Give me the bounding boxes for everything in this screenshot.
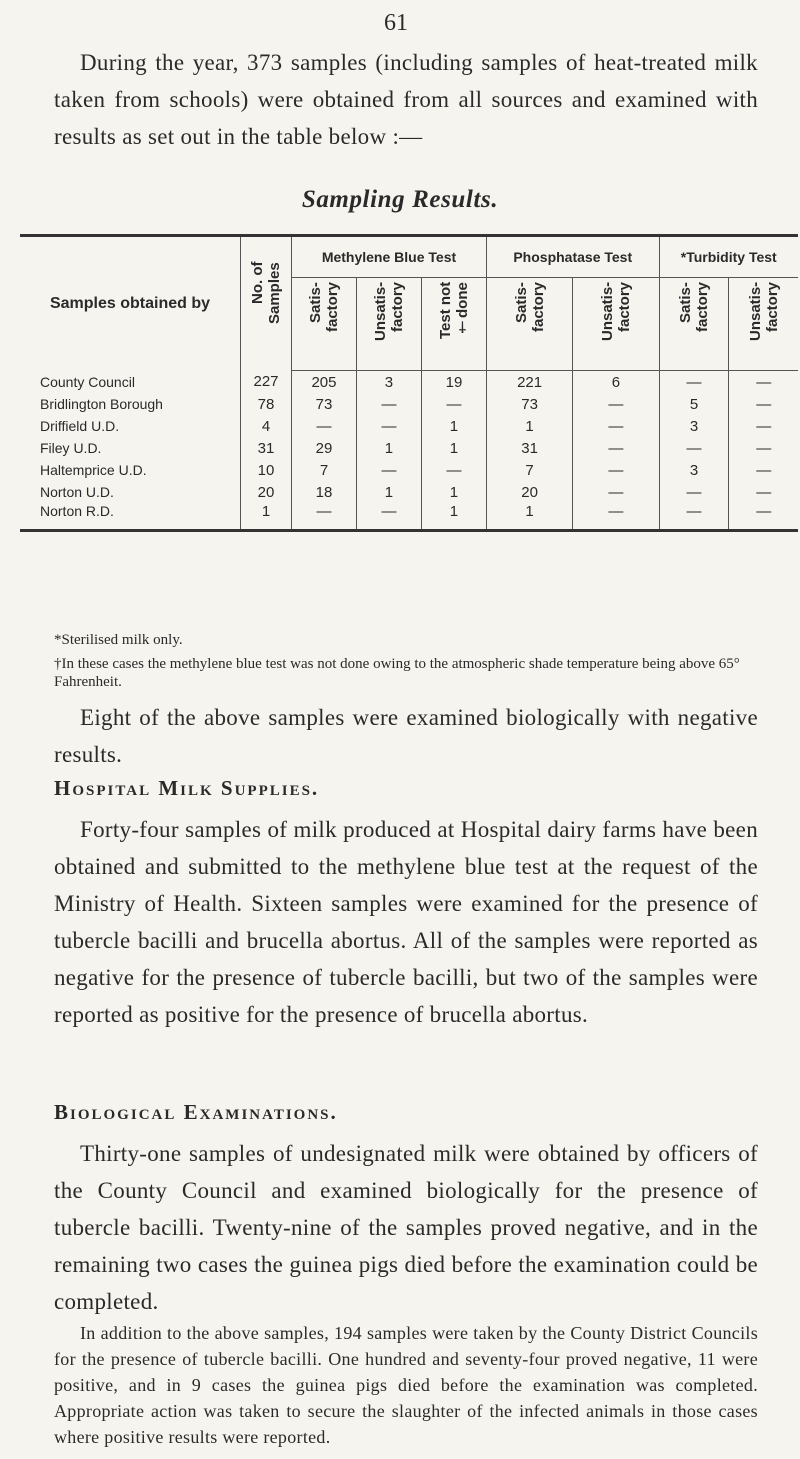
table-row xyxy=(20,415,798,437)
cell: 20 xyxy=(241,481,292,503)
mb-unsatisfactory-header: Unsatis-factory xyxy=(356,278,421,371)
methylene-blue-header: Methylene Blue Test xyxy=(292,236,487,278)
cell: 1 xyxy=(421,415,486,437)
cell: — xyxy=(421,393,486,415)
footnote-sterilised: *Sterilised milk only. xyxy=(54,632,183,648)
cell: 1 xyxy=(241,503,292,531)
page-number: 61 xyxy=(384,10,408,36)
cell: 3 xyxy=(659,415,729,437)
cell: 3 xyxy=(659,459,729,481)
biological-paragraph-2: In addition to the above samples, 194 samples were taken by the County District Councils for the presence of tubercle bacilli. One hundred and seventy-four proved negative, 11 were positive, and in 9 cases the guinea pigs died before the examination was completed. Appropriate action was taken to secure the slaughter of the infected animals in those cases where positive results were reported. xyxy=(54,1323,758,1447)
cell: 19 xyxy=(421,371,486,394)
cell: — xyxy=(356,503,421,531)
row-name: Haltemprice U.D. xyxy=(20,459,241,481)
table-title: Sampling Results. xyxy=(301,186,499,213)
biological-heading: Biological Examinations. xyxy=(54,1100,338,1124)
cell: 5 xyxy=(659,393,729,415)
cell: — xyxy=(292,415,357,437)
cell: 4 xyxy=(241,415,292,437)
cell: 3 xyxy=(356,371,421,394)
cell: 227 xyxy=(241,371,292,394)
table-row xyxy=(20,393,798,415)
cell: — xyxy=(573,459,659,481)
row-name: Norton R.D. xyxy=(20,503,241,531)
cell: 205 xyxy=(292,371,357,394)
cell: 1 xyxy=(421,503,486,531)
no-of-samples-header: No. of Samples xyxy=(241,236,292,371)
cell: 31 xyxy=(486,437,572,459)
hospital-paragraph: Forty-four samples of milk produced at Hospital dairy farms have been obtained and submitted to the methylene blue test at the request of the Ministry of Health. Sixteen samples were examined for the presence of tubercle bacilli and brucella abortus. All of the samples were reported as negative for the presence of tubercle bacilli, but two of the samples were reported as positive for the presence of brucella abortus. xyxy=(54,817,758,1027)
table-row xyxy=(20,437,798,459)
table-row xyxy=(20,503,798,531)
row-name: County Council xyxy=(20,371,241,394)
biological-samples-paragraph: Eight of the above samples were examined biologically with negative results. xyxy=(54,705,758,767)
turbidity-header: *Turbidity Test xyxy=(659,236,798,278)
ph-satisfactory-header: Satis-factory xyxy=(486,278,572,371)
cell: 78 xyxy=(241,393,292,415)
table-row xyxy=(20,371,798,394)
cell: — xyxy=(659,371,729,394)
cell: 1 xyxy=(421,481,486,503)
cell: 1 xyxy=(486,415,572,437)
cell: — xyxy=(756,373,772,391)
ph-unsatisfactory-header: Unsatis-factory xyxy=(573,278,659,371)
cell: 221 xyxy=(486,371,572,394)
cell: 31 xyxy=(241,437,292,459)
cell: — xyxy=(573,503,659,531)
cell: — xyxy=(421,459,486,481)
table-row xyxy=(20,481,798,503)
cell: — xyxy=(356,393,421,415)
cell: 20 xyxy=(486,481,572,503)
table-row xyxy=(20,459,798,481)
cell: — xyxy=(573,481,659,503)
cell: 10 xyxy=(241,459,292,481)
cell: — xyxy=(356,459,421,481)
cell: — xyxy=(659,437,729,459)
intro-paragraph: During the year, 373 samples (including samples of heat-treated milk taken from schools) were obtained from all sources and examined with results as set out in the table below :— xyxy=(54,50,758,149)
row-name: Filey U.D. xyxy=(20,437,241,459)
mb-test-not-done-header: Test not †done xyxy=(421,278,486,371)
row-name: Bridlington Borough xyxy=(20,393,241,415)
cell: 1 xyxy=(486,503,572,531)
cell: 7 xyxy=(292,459,357,481)
cell: 1 xyxy=(356,481,421,503)
cell: 1 xyxy=(421,437,486,459)
cell: 18 xyxy=(292,481,357,503)
cell: — xyxy=(756,461,772,479)
cell: — xyxy=(756,483,772,501)
cell: — xyxy=(659,481,729,503)
cell: 1 xyxy=(356,437,421,459)
tu-unsatisfactory-header: Unsatis-factory xyxy=(729,278,798,371)
cell: — xyxy=(756,395,772,413)
samples-obtained-header: Samples obtained by xyxy=(20,236,241,371)
footnote-methylene: †In these cases the methylene blue test was not done owing to the atmospheric shade temperature being above 65° Fahrenheit. xyxy=(54,656,740,690)
cell: 7 xyxy=(486,459,572,481)
phosphatase-header: Phosphatase Test xyxy=(486,236,659,278)
sampling-results-table xyxy=(20,234,798,532)
cell: — xyxy=(356,415,421,437)
cell: — xyxy=(756,439,772,457)
row-name: Norton U.D. xyxy=(20,481,241,503)
cell: 73 xyxy=(486,393,572,415)
cell: 29 xyxy=(292,437,357,459)
cell: — xyxy=(573,415,659,437)
cell: — xyxy=(292,503,357,531)
hospital-heading: Hospital Milk Supplies. xyxy=(54,776,320,800)
cell: — xyxy=(756,417,772,435)
cell: — xyxy=(573,393,659,415)
row-name: Driffield U.D. xyxy=(20,415,241,437)
mb-satisfactory-header: Satis-factory xyxy=(292,278,357,371)
cell: 6 xyxy=(573,371,659,394)
cell: — xyxy=(573,437,659,459)
cell: 73 xyxy=(292,393,357,415)
tu-satisfactory-header: Satis-factory xyxy=(659,278,729,371)
cell: — xyxy=(659,503,729,531)
cell: — xyxy=(729,503,798,531)
biological-paragraph-1: Thirty-one samples of undesignated milk were obtained by officers of the County Council and examined biologically for the presence of tubercle bacilli. Twenty-nine of the samples proved negative, and in the remaining two cases the guinea pigs died before the examination could be completed. xyxy=(54,1141,758,1314)
